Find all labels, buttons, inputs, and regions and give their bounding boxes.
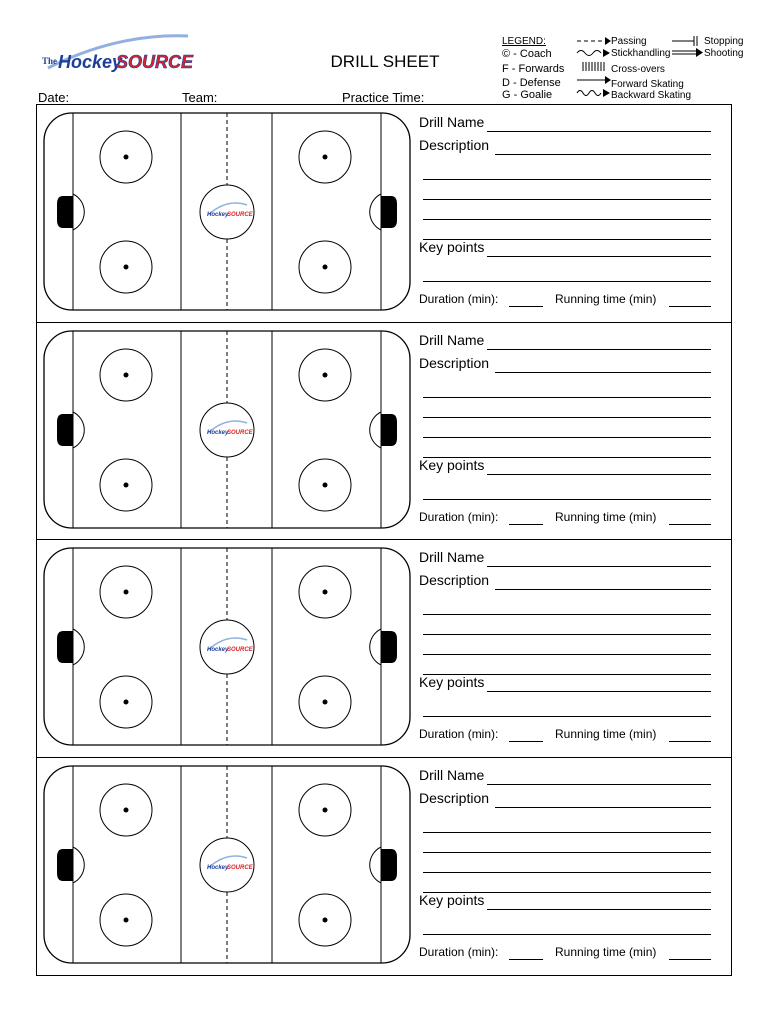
key-points-extra-line[interactable] [423, 261, 711, 282]
drill-name-label: Drill Name [419, 114, 485, 130]
key-points-extra-line[interactable] [423, 479, 711, 500]
description-extra-line[interactable] [423, 417, 711, 438]
drill-form [419, 540, 719, 750]
logo-brand-text: Hockey [58, 52, 123, 72]
key-points-input-line[interactable] [487, 677, 711, 692]
drill-name-input-line[interactable] [487, 770, 711, 785]
rink-svg [43, 112, 411, 311]
rink-diagram[interactable] [43, 765, 411, 964]
drill-form [419, 105, 719, 315]
center-logo-text-1: Hockey [207, 647, 229, 653]
center-logo-text-2: SOURCE [227, 212, 253, 218]
description-label: Description [419, 790, 490, 806]
team-field[interactable] [182, 90, 333, 105]
hockey-source-logo [28, 28, 198, 78]
legend-coach: © - Coach [502, 48, 552, 60]
legend-goalie: G - Goalie [502, 89, 553, 101]
faceoff-dot [124, 155, 129, 160]
key-points-label: Key points [419, 892, 485, 908]
faceoff-dot [323, 918, 328, 923]
center-logo-text-1: Hockey [207, 212, 229, 218]
team-label: Team: [182, 90, 218, 105]
logo-small-text: The [42, 56, 58, 66]
duration-input-line[interactable] [509, 512, 543, 525]
description-extra-line[interactable] [423, 377, 711, 398]
faceoff-dot [124, 373, 129, 378]
net-left [57, 196, 73, 228]
net-left [57, 414, 73, 446]
description-input-line[interactable] [495, 358, 711, 373]
drill-name-label: Drill Name [419, 767, 485, 783]
drill-form [419, 323, 719, 533]
rink-diagram[interactable] [43, 330, 411, 529]
key-points-input-line[interactable] [487, 460, 711, 475]
description-extra-line[interactable] [423, 159, 711, 180]
drill-block [37, 540, 731, 758]
page-title: DRILL SHEET [330, 52, 440, 71]
key-points-label: Key points [419, 674, 485, 690]
description-input-line[interactable] [495, 575, 711, 590]
duration-input-line[interactable] [509, 947, 543, 960]
drill-name-input-line[interactable] [487, 335, 711, 350]
duration-input-line[interactable] [509, 729, 543, 742]
drill-block [37, 105, 731, 323]
running-time-input-line[interactable] [669, 947, 711, 960]
drill-name-label: Drill Name [419, 549, 485, 565]
practice-time-field[interactable] [342, 90, 480, 105]
date-field[interactable] [38, 90, 169, 105]
duration-label: Duration (min): [419, 292, 499, 306]
key-points-label: Key points [419, 239, 485, 255]
rink-svg [43, 547, 411, 746]
running-time-input-line[interactable] [669, 512, 711, 525]
faceoff-dot [124, 700, 129, 705]
center-logo-text-1: Hockey [207, 430, 229, 436]
running-time-label: Running time (min) [555, 292, 657, 306]
legend [498, 36, 758, 106]
legend-defense: D - Defense [502, 77, 561, 89]
legend-heading: LEGEND: [502, 36, 546, 47]
faceoff-dot [323, 590, 328, 595]
legend-stopping: Stopping [704, 36, 744, 47]
drill-name-input-line[interactable] [487, 552, 711, 567]
description-extra-line[interactable] [423, 199, 711, 220]
description-input-line[interactable] [495, 140, 711, 155]
faceoff-dot [124, 808, 129, 813]
description-extra-line[interactable] [423, 397, 711, 418]
description-label: Description [419, 572, 490, 588]
legend-backward-skating: Backward Skating [611, 90, 692, 101]
faceoff-dot [323, 373, 328, 378]
running-time-label: Running time (min) [555, 727, 657, 741]
faceoff-dot [323, 700, 328, 705]
rink-svg [43, 330, 411, 529]
faceoff-dot [323, 265, 328, 270]
net-left [57, 849, 73, 881]
duration-input-line[interactable] [509, 294, 543, 307]
faceoff-dot [323, 483, 328, 488]
center-logo-text-2: SOURCE [227, 430, 253, 436]
center-logo-text-1: Hockey [207, 865, 229, 871]
key-points-input-line[interactable] [487, 242, 711, 257]
legend-shooting: Shooting [704, 48, 744, 59]
date-label: Date: [38, 90, 70, 105]
logo-brand-text-2: SOURCE [116, 52, 194, 72]
rink-diagram[interactable] [43, 112, 411, 311]
description-extra-line[interactable] [423, 594, 711, 615]
practice-time-label: Practice Time: [342, 90, 425, 105]
rink-diagram[interactable] [43, 547, 411, 746]
running-time-label: Running time (min) [555, 945, 657, 959]
description-input-line[interactable] [495, 793, 711, 808]
description-extra-line[interactable] [423, 872, 711, 893]
legend-passing: Passing [611, 36, 647, 47]
key-points-label: Key points [419, 457, 485, 473]
net-right [381, 631, 397, 663]
description-extra-line[interactable] [423, 437, 711, 458]
net-right [381, 196, 397, 228]
net-left [57, 631, 73, 663]
faceoff-dot [124, 265, 129, 270]
description-label: Description [419, 137, 490, 153]
duration-label: Duration (min): [419, 945, 499, 959]
faceoff-dot [323, 155, 328, 160]
faceoff-dot [124, 918, 129, 923]
center-logo-text-2: SOURCE [227, 647, 253, 653]
running-time-input-line[interactable] [669, 294, 711, 307]
drill-block [37, 323, 731, 540]
description-extra-line[interactable] [423, 832, 711, 853]
faceoff-dot [124, 483, 129, 488]
faceoff-dot [323, 808, 328, 813]
description-extra-line[interactable] [423, 812, 711, 833]
legend-forward-skating: Forward Skating [611, 79, 684, 90]
rink-svg [43, 765, 411, 964]
drill-sheet [36, 104, 732, 976]
legend-forwards: F - Forwards [502, 63, 565, 75]
legend-stickhandling: Stickhandling [611, 48, 671, 59]
key-points-input-line[interactable] [487, 895, 711, 910]
duration-label: Duration (min): [419, 510, 499, 524]
duration-label: Duration (min): [419, 727, 499, 741]
description-extra-line[interactable] [423, 614, 711, 635]
drill-block [37, 758, 731, 975]
description-extra-line[interactable] [423, 634, 711, 655]
legend-crossovers: Cross-overs [611, 64, 665, 75]
description-extra-line[interactable] [423, 852, 711, 873]
description-extra-line[interactable] [423, 179, 711, 200]
description-extra-line[interactable] [423, 219, 711, 240]
faceoff-dot [124, 590, 129, 595]
drill-form [419, 758, 719, 968]
running-time-label: Running time (min) [555, 510, 657, 524]
running-time-input-line[interactable] [669, 729, 711, 742]
description-extra-line[interactable] [423, 654, 711, 675]
description-label: Description [419, 355, 490, 371]
drill-name-label: Drill Name [419, 332, 485, 348]
key-points-extra-line[interactable] [423, 914, 711, 935]
key-points-extra-line[interactable] [423, 696, 711, 717]
drill-name-input-line[interactable] [487, 117, 711, 132]
net-right [381, 849, 397, 881]
net-right [381, 414, 397, 446]
center-logo-text-2: SOURCE [227, 865, 253, 871]
